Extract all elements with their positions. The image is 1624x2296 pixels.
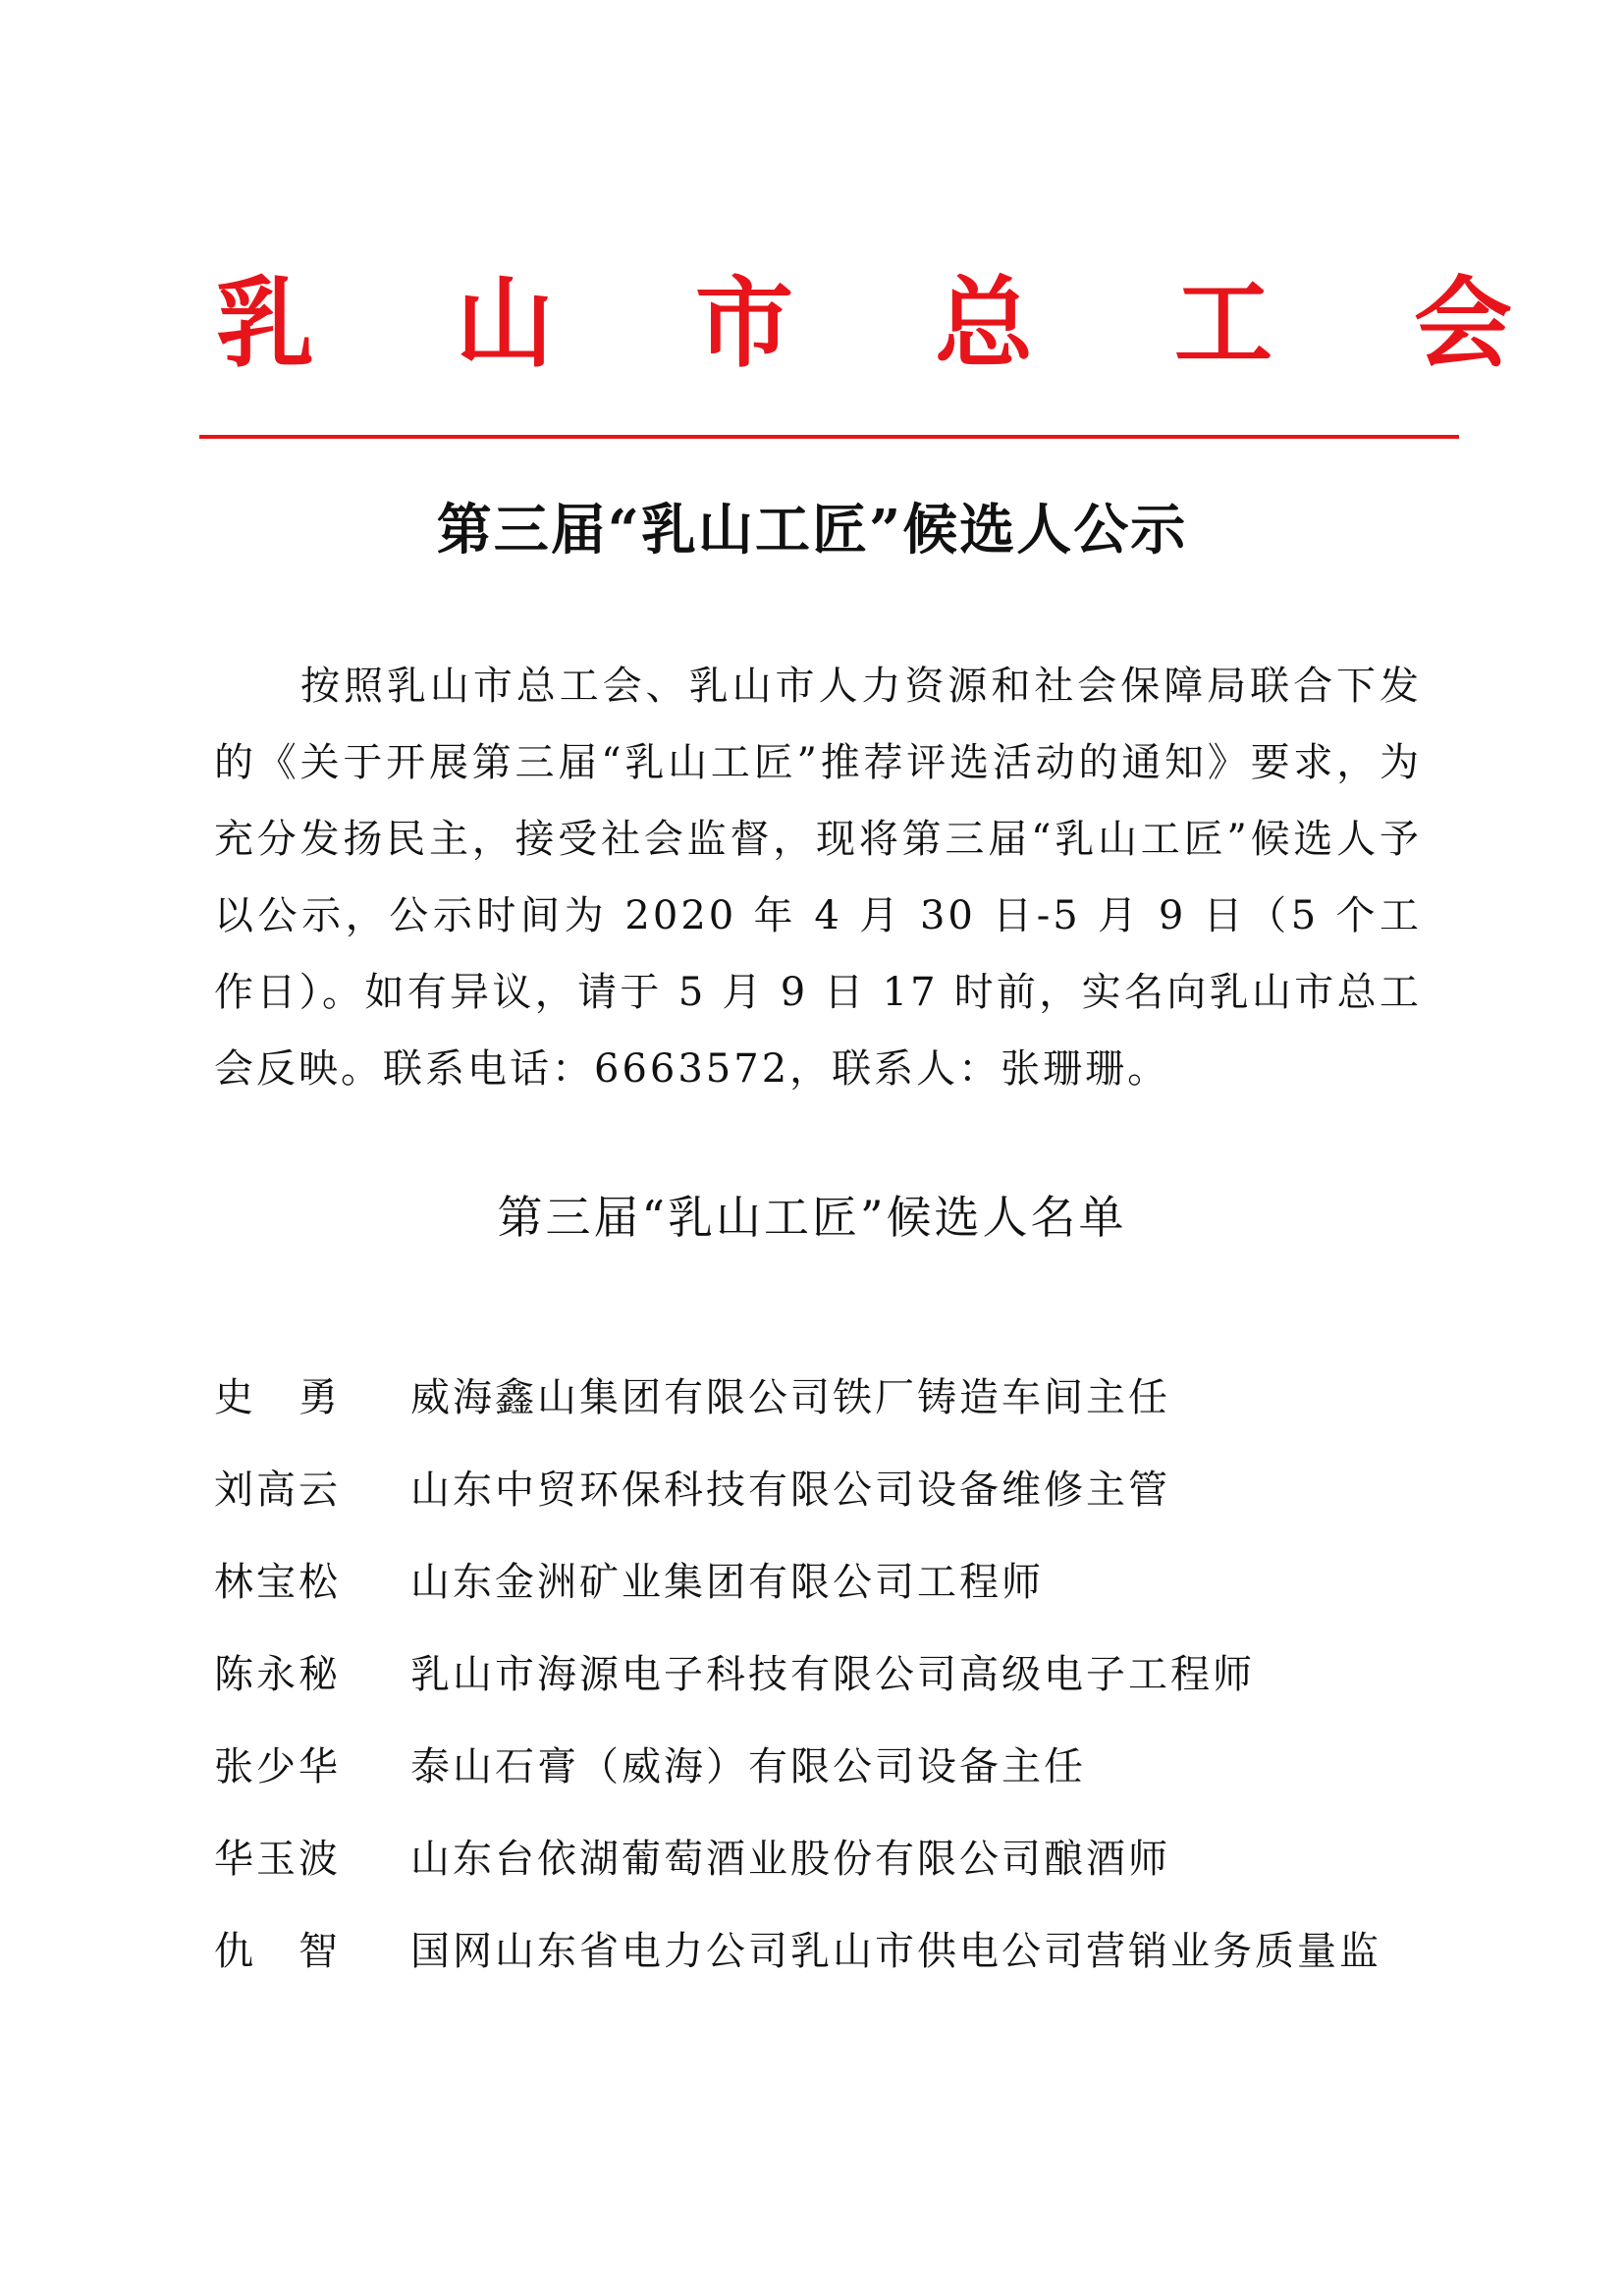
- candidate-row: [214, 1717, 1432, 1809]
- org-char: 总: [935, 266, 1033, 381]
- candidate-position: 泰山石膏（威海）有限公司设备主任: [410, 1743, 1086, 1789]
- org-char: 山: [456, 266, 554, 381]
- candidate-row: [214, 1532, 1432, 1625]
- candidate-row: [214, 1809, 1432, 1901]
- candidate-position: 山东台依湖葡萄酒业股份有限公司酿酒师: [410, 1836, 1170, 1882]
- candidate-position: 国网山东省电力公司乳山市供电公司营销业务质量监: [410, 1928, 1381, 1974]
- candidate-row: [214, 1901, 1432, 1994]
- notice-title: 第三届“乳山工匠”候选人公示: [436, 498, 1188, 562]
- org-char: 工: [1174, 266, 1272, 381]
- org-char: 市: [695, 266, 793, 381]
- candidate-list-title: 第三届“乳山工匠”候选人名单: [497, 1191, 1127, 1244]
- candidate-row: [214, 1348, 1432, 1440]
- org-char: 乳: [216, 266, 314, 381]
- candidate-name: 仇 智: [214, 1928, 341, 1974]
- candidate-position: 威海鑫山集团有限公司铁厂铸造车间主任: [410, 1374, 1170, 1420]
- organization-header: [216, 265, 1512, 383]
- candidate-name: 张少华: [214, 1743, 341, 1789]
- candidate-row: [214, 1440, 1432, 1532]
- candidate-name: 华玉波: [214, 1836, 341, 1882]
- candidate-position: 山东金洲矿业集团有限公司工程师: [410, 1559, 1044, 1605]
- candidate-name: 陈永秘: [214, 1651, 341, 1697]
- header-divider: [199, 435, 1459, 439]
- notice-body: 按照乳山市总工会、乳山市人力资源和社会保障局联合下发的《关于开展第三届“乳山工匠”推荐评选活动的通知》要求，为充分发扬民主，接受社会监督，现将第三届“乳山工匠”候选人予以公示，公示时间为 2020 年 4 月 30 日-5 月 9 日（5 个工作日）。如有异议，请于 5 月 9 日 17 时前，实名向乳山市总工会反映。联系电话：6663572，联系人：张珊珊。: [214, 664, 1422, 1092]
- candidate-name: 史 勇: [214, 1374, 341, 1420]
- candidate-position: 乳山市海源电子科技有限公司高级电子工程师: [410, 1651, 1255, 1697]
- candidate-name: 刘高云: [214, 1467, 341, 1513]
- org-char: 会: [1414, 266, 1512, 381]
- candidate-list: [214, 1348, 1432, 1994]
- candidate-row: [214, 1625, 1432, 1717]
- candidate-position: 山东中贸环保科技有限公司设备维修主管: [410, 1467, 1170, 1513]
- candidate-name: 林宝松: [214, 1559, 341, 1605]
